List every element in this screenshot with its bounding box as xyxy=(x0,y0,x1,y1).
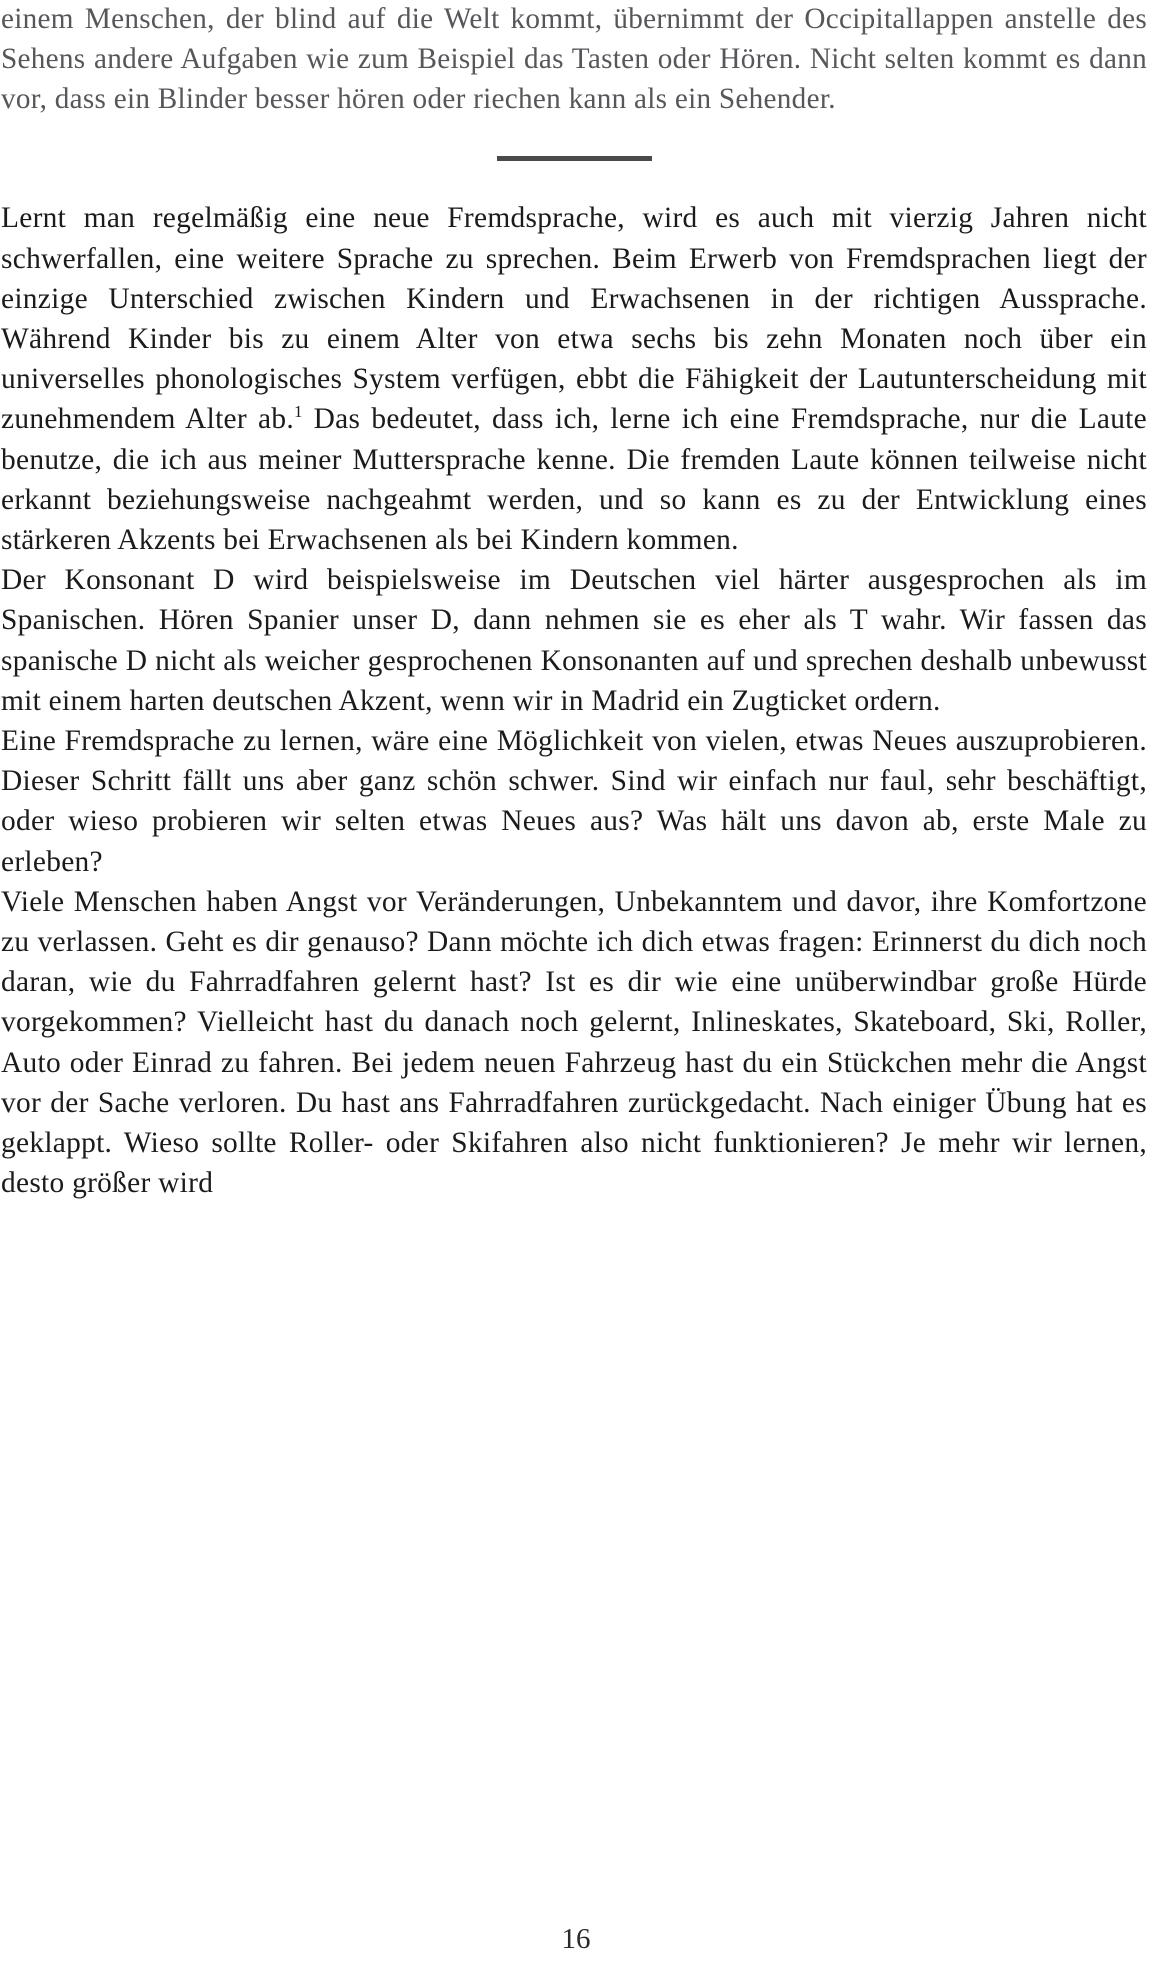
paragraph-text-part: Lernt man regelmäßig eine neue Fremdsprache, wird es auch mit vierzig Jahren nicht schwerfallen, eine weitere Sprache zu sprechen. Beim Erwerb von Fremdsprachen liegt der einzige Unterschied zwischen Kindern und Erwachsenen in der richtigen Aussprache. Während Kinder bis zu einem Alter von etwa sechs bis zehn Monaten noch über ein universelles phonologisches System verfügen, ebbt die Fähigkeit der Lautunterscheidung mit zunehmendem Alter ab. xyxy=(1,202,1147,436)
paragraph-text-part: Das bedeutet, dass ich, lerne ich eine Fremdsprache, nur die Laute benutze, die ich aus meiner Muttersprache kenne. Die fremden Laute können teilweise nicht erkannt beziehungsweise nachgeahmt werden, und so kann es zu der Entwicklung eines stärkeren Akzents bei Erwachsenen als bei Kindern kommen. xyxy=(1,403,1147,557)
body-paragraph-4: Viele Menschen haben Angst vor Veränderungen, Unbekanntem und davor, ihre Komfortzone zu verlassen. Geht es dir genauso? Dann möchte ich dich etwas fragen: Erinnerst du dich noch daran, wie du Fahrradfahren gelernt hast? Ist es dir wie eine unüberwindbar große Hürde vorgekommen? Vielleicht hast du danach noch gelernt, Inlineskates, Skateboard, Ski, Roller, Auto oder Einrad zu fahren. Bei jedem neuen Fahrzeug hast du ein Stückchen mehr die Angst vor der Sache verloren. Du hast ans Fahrradfahren zurückgedacht. Nach einiger Übung hat es geklappt. Wieso sollte Roller- oder Skifahren also nicht funktionieren? Je mehr wir lernen, desto größer wird xyxy=(1,885,1147,1200)
body-paragraph-1 xyxy=(1,198,1147,560)
body-paragraph-3: Eine Fremdsprache zu lernen, wäre eine Möglichkeit von vielen, etwas Neues auszuprobieren. Dieser Schritt fällt uns aber ganz schön schwer. Sind wir einfach nur faul, sehr beschäftigt, oder wieso probieren wir selten etwas Neues aus? Was hält uns davon ab, erste Male zu erleben? xyxy=(1,725,1147,878)
section-divider-container xyxy=(1,121,1147,195)
page-content xyxy=(1,0,1147,1203)
body-paragraph-2: Der Konsonant D wird beispielsweise im Deutschen viel härter ausgesprochen als im Spanischen. Hören Spanier unser D, dann nehmen sie es eher als T wahr. Wir fassen das spanische D nicht als weicher gesprochenen Konsonanten auf und sprechen deshalb unbewusst mit einem harten deutschen Akzent, wenn wir in Madrid ein Zugticket ordern. xyxy=(1,564,1147,717)
section-divider xyxy=(497,156,652,161)
page-number: 16 xyxy=(561,1923,591,1955)
continuation-paragraph: einem Menschen, der blind auf die Welt kommt, übernimmt der Occipitallappen anstelle des Sehens andere Aufgaben wie zum Beispiel das Tasten oder Hören. Nicht selten kommt es dann vor, dass ein Blinder besser hören oder riechen kann als ein Sehender. xyxy=(1,3,1147,115)
footnote-marker-1: 1 xyxy=(294,402,303,422)
